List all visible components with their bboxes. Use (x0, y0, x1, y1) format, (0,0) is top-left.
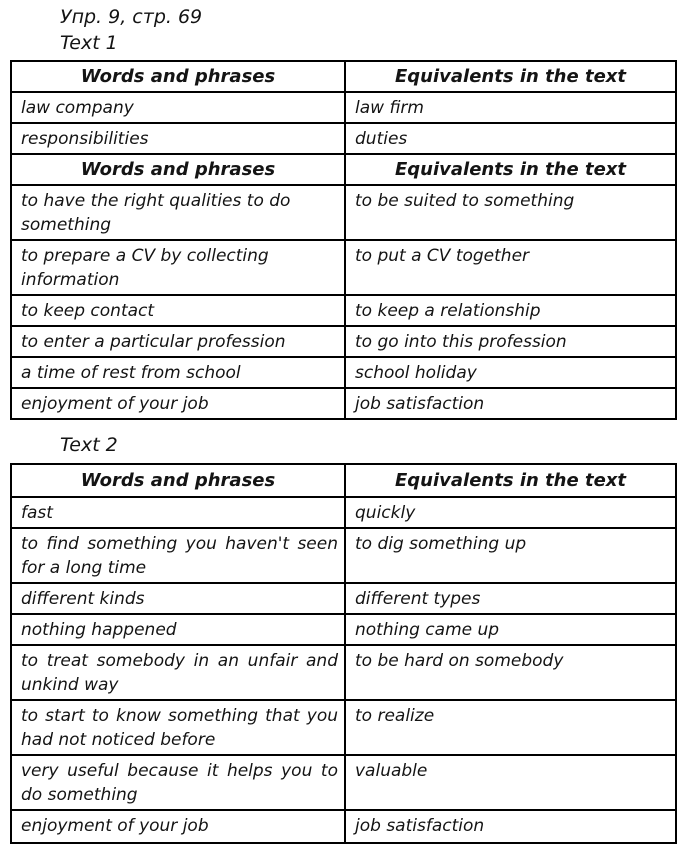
text1-label: Text 1 (60, 32, 118, 54)
equivalent-cell: different types (345, 583, 676, 614)
equivalent-cell: valuable (345, 755, 676, 810)
phrase-cell: very useful because it helps you to do something (11, 755, 345, 810)
phrase-cell: enjoyment of your job (11, 810, 345, 843)
equivalent-cell: to go into this profession (345, 326, 676, 357)
equivalent-cell: to put a CV together (345, 240, 676, 295)
phrase-cell: to keep contact (11, 295, 345, 326)
equivalent-cell: to realize (345, 700, 676, 755)
equivalent-cell: to be suited to something (345, 185, 676, 240)
table-row (11, 388, 676, 419)
table-row (11, 528, 676, 583)
phrase-cell: a time of rest from school (11, 357, 345, 388)
table-row (11, 123, 676, 154)
equivalent-cell: school holiday (345, 357, 676, 388)
phrase-cell: different kinds (11, 583, 345, 614)
equivalent-cell: job satisfaction (345, 810, 676, 843)
table-row (11, 240, 676, 295)
table-row (11, 326, 676, 357)
equivalent-cell: to be hard on somebody (345, 645, 676, 700)
phrase-cell: law company (11, 92, 345, 123)
phrase-cell: to start to know something that you had not noticed before (11, 700, 345, 755)
column-header-words: Words and phrases (11, 61, 345, 92)
text2-label: Text 2 (60, 434, 118, 456)
table-row (11, 810, 676, 843)
exercise-heading: Упр. 9, стр. 69 (60, 6, 203, 28)
equivalent-cell: to dig something up (345, 528, 676, 583)
column-header-equivalents: Equivalents in the text (345, 464, 676, 497)
column-header-equivalents: Equivalents in the text (345, 61, 676, 92)
phrase-cell: to treat somebody in an unfair and unkind way (11, 645, 345, 700)
table-row (11, 614, 676, 645)
table-row (11, 700, 676, 755)
table-row (11, 645, 676, 700)
equivalent-cell: job satisfaction (345, 388, 676, 419)
column-header-words: Words and phrases (11, 154, 345, 185)
table-row (11, 583, 676, 614)
equivalent-cell: to keep a relationship (345, 295, 676, 326)
phrase-cell: to enter a particular profession (11, 326, 345, 357)
phrase-cell: fast (11, 497, 345, 528)
table-row (11, 185, 676, 240)
equivalent-cell: duties (345, 123, 676, 154)
phrase-cell: responsibilities (11, 123, 345, 154)
table-row (11, 497, 676, 528)
table1-repeated-header-row (11, 154, 676, 185)
table-row (11, 357, 676, 388)
equivalent-cell: quickly (345, 497, 676, 528)
table2-header-row (11, 464, 676, 497)
equivalent-cell: law firm (345, 92, 676, 123)
phrase-cell: to prepare a CV by collecting information (11, 240, 345, 295)
equivalent-cell: nothing came up (345, 614, 676, 645)
table-row (11, 92, 676, 123)
table1-header-row (11, 61, 676, 92)
text2-table (10, 463, 677, 844)
column-header-words: Words and phrases (11, 464, 345, 497)
text1-table (10, 60, 677, 420)
table-row (11, 295, 676, 326)
phrase-cell: nothing happened (11, 614, 345, 645)
phrase-cell: enjoyment of your job (11, 388, 345, 419)
phrase-cell: to have the right qualities to do something (11, 185, 345, 240)
phrase-cell: to find something you haven't seen for a long time (11, 528, 345, 583)
table-row (11, 755, 676, 810)
column-header-equivalents: Equivalents in the text (345, 154, 676, 185)
